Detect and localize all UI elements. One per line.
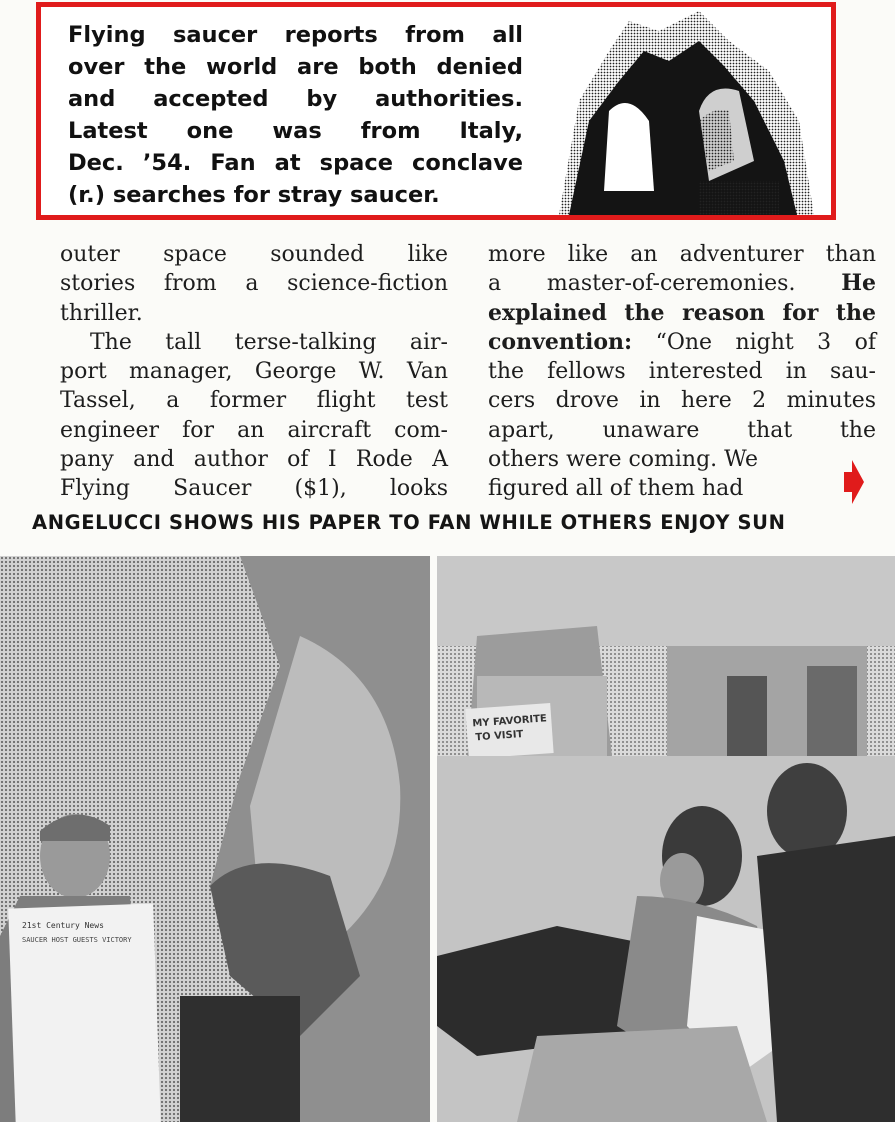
photo-caption: ANGELUCCI SHOWS HIS PAPER TO FAN WHILE OTHERS ENJOY SUN (32, 511, 786, 534)
caption-text (68, 19, 523, 211)
body-line: Tassel, a former flight test (60, 388, 448, 414)
caption-line: over the world are both denied (68, 54, 523, 80)
bold-text: convention: (488, 328, 633, 355)
angelucci-photo (0, 556, 430, 1122)
body-line: Flying Saucer ($1), looks (60, 476, 448, 502)
body-line: others were coming. We (488, 447, 758, 473)
body-line: thriller. (60, 300, 143, 326)
caption-line: Dec. ’54. Fan at space conclave (68, 150, 523, 176)
body-text: a master-of-ceremonies. (488, 271, 796, 297)
sunbathers-photo (437, 556, 895, 1122)
body-line: figured all of them had (488, 476, 744, 502)
body-line: cers drove in here 2 minutes (488, 388, 876, 414)
body-line: more like an adventurer than (488, 242, 876, 267)
bold-text: He (841, 270, 877, 297)
truck-sign-line: MY FAVORITE (472, 713, 548, 730)
saucer-fan-photo (549, 11, 819, 215)
body-line: outer space sounded like (60, 242, 448, 267)
body-line: the fellows interested in sau- (488, 359, 876, 385)
body-line: explained the reason for the (488, 299, 876, 326)
newspaper-headline: SAUCER HOST GUESTS VICTORY (22, 936, 132, 944)
newspaper-masthead: 21st Century News (22, 921, 104, 930)
body-line (488, 269, 876, 298)
caption-line: and accepted by authorities. (68, 86, 523, 112)
caption-box (36, 2, 836, 220)
body-line: stories from a science-fiction (60, 271, 448, 297)
body-line: The tall terse-talking air- (90, 329, 448, 355)
body-line: apart, unaware that the (488, 417, 876, 443)
caption-line: (r.) searches for stray saucer. (68, 182, 440, 208)
article-column-left (60, 240, 448, 504)
body-line: engineer for an aircraft com- (60, 417, 448, 443)
caption-line: Flying saucer reports from all (68, 22, 523, 48)
truck-sign-line: TO VISIT (475, 729, 524, 744)
body-line (488, 328, 876, 357)
caption-line: Latest one was from Italy, (68, 118, 523, 144)
body-line: pany and author of I Rode A (60, 447, 448, 473)
article-column-right (488, 240, 876, 504)
arrow-right-icon (844, 460, 864, 504)
body-line: port manager, George W. Van (60, 359, 448, 385)
body-text: “One night 3 of (655, 329, 876, 355)
